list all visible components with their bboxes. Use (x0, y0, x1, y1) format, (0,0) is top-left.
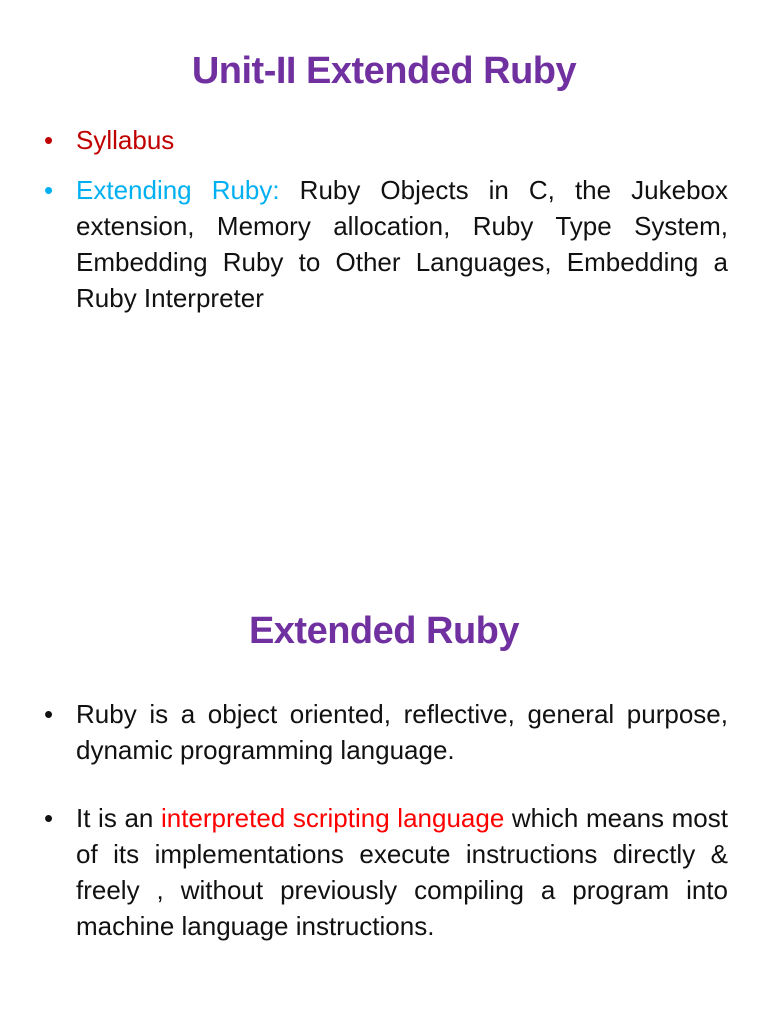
bullet-list (44, 122, 728, 316)
extending-ruby-topics: Ruby Objects in C, the Jukebox extension, Memory allocation, Ruby Type System, Embedding Ruby to Other Languages, Embedding a Ruby Interpreter (76, 175, 728, 313)
bullet-ruby-definition (44, 696, 728, 768)
bullet-list (44, 696, 728, 944)
ruby-definition-text: Ruby is a object oriented, reflective, general purpose, dynamic programming language. (76, 699, 728, 765)
extending-ruby-label: Extending Ruby: (76, 175, 280, 205)
slide-2 (0, 512, 768, 1024)
slide-title: Extended Ruby (248, 610, 520, 652)
bullet-dot: • (44, 699, 54, 729)
interpreted-after: which means most of its implementations execute instructions directly & freely , without previously compiling a program into machine language instructions. (76, 803, 728, 941)
bullet-extending-ruby (44, 172, 728, 316)
slide-title: Unit-II Extended Ruby (191, 50, 577, 92)
bullet-dot: • (44, 125, 54, 155)
syllabus-label: Syllabus (76, 125, 175, 155)
bullet-syllabus (44, 122, 728, 158)
bullet-dot: • (44, 803, 54, 833)
bullet-dot: • (44, 175, 54, 205)
interpreted-highlight: interpreted scripting language (160, 803, 505, 833)
interpreted-before: It is an (76, 803, 161, 833)
bullet-interpreted (44, 800, 728, 944)
